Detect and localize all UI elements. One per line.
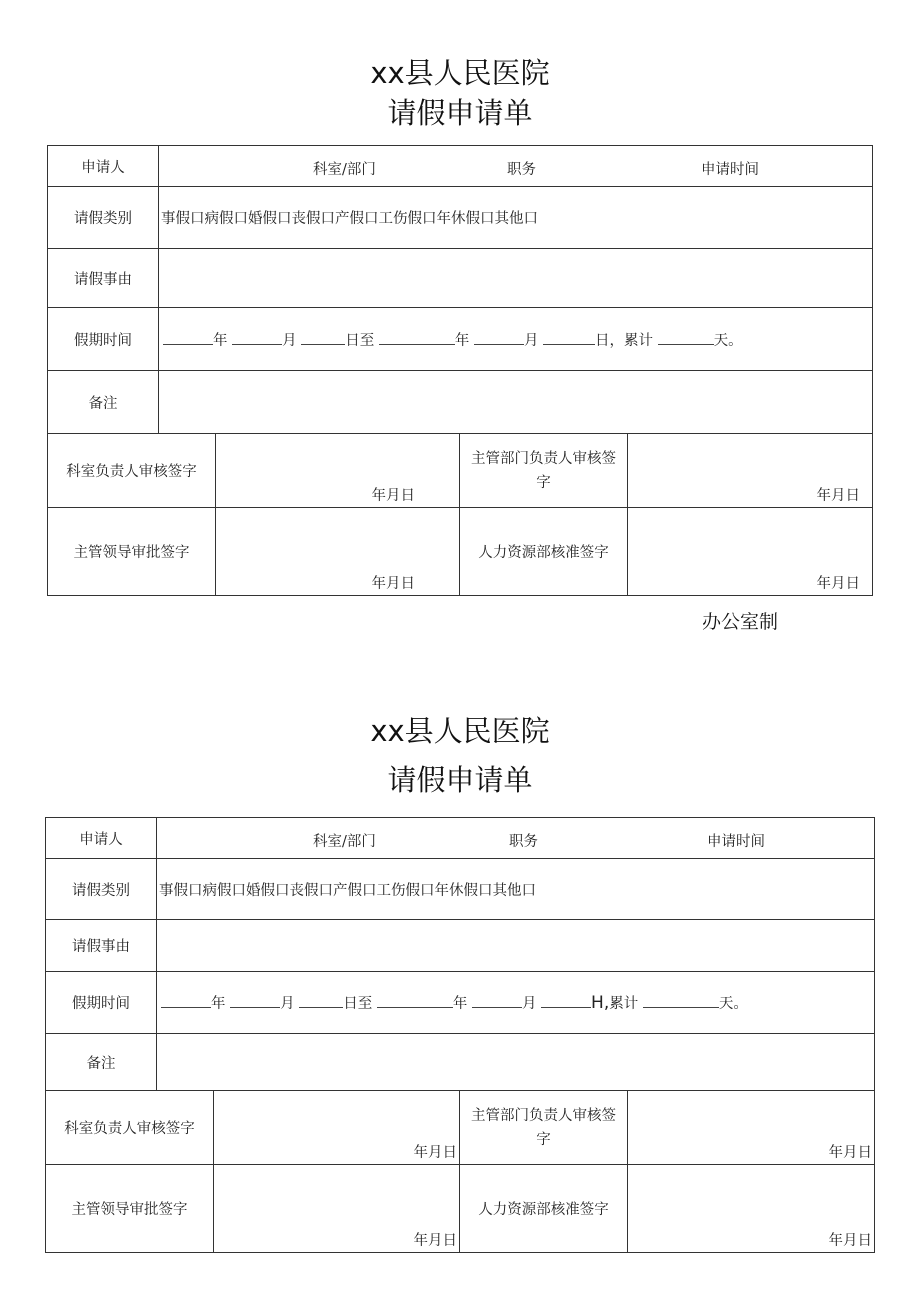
start-month-blank[interactable] [232,331,282,345]
reason-label: 请假事由 [48,249,159,308]
applicant-info-cell[interactable] [159,146,873,187]
dept-head-signature[interactable] [214,1091,460,1165]
period-field[interactable] [157,972,875,1034]
supervisor-date: 年月日 [816,488,860,504]
hospital-title: xx县人民医院 [370,714,550,748]
applicant-info-cell[interactable] [157,818,875,859]
leave-type-row [46,859,875,920]
remarks-label: 备注 [48,371,159,434]
leader-date: 年月日 [371,576,415,592]
leader-date: 年月日 [413,1233,457,1249]
apply-time-label: 申请时间 [701,162,759,178]
supervisor-label: 主管部门负责人审核签字 [460,434,628,508]
leave-type-options[interactable]: 事假口病假口婚假口丧假口产假口工伤假口年休假口其他口 [157,859,875,920]
approval-row-2 [48,508,873,596]
supervisor-date: 年月日 [828,1145,872,1161]
hr-signature[interactable] [628,1165,875,1253]
period-year-2: 年 [454,332,470,349]
applicant-row [48,146,873,187]
period-year: 年 [213,332,228,349]
period-total: 累计 [609,996,639,1012]
period-row [48,308,873,371]
remarks-row [48,371,873,434]
hospital-title: xx县人民医院 [370,56,550,90]
supervisor-signature[interactable] [628,1091,875,1165]
leader-label: 主管领导审批签字 [48,508,216,596]
position-label: 职务 [507,162,536,178]
dept-head-date: 年月日 [413,1145,457,1161]
hr-date: 年月日 [816,576,860,592]
reason-row [46,920,875,972]
start-day-blank[interactable] [299,994,343,1008]
leader-signature[interactable] [216,508,460,596]
end-year-blank[interactable] [377,994,453,1008]
period-day-to: 日至 [345,332,375,349]
period-field[interactable] [159,308,873,371]
leave-type-label: 请假类别 [48,187,159,249]
hr-signature[interactable] [628,508,873,596]
form-title: 请假申请单 [387,763,533,797]
leave-type-label: 请假类别 [46,859,157,920]
start-year-blank[interactable] [161,994,211,1008]
period-row [46,972,875,1034]
position-label: 职务 [509,834,538,850]
department-label: 科室/部门 [313,834,376,850]
supervisor-label: 主管部门负责人审核签字 [460,1091,628,1165]
form-title: 请假申请单 [387,96,533,130]
apply-time-label: 申请时间 [707,834,765,850]
made-by-office: 办公室制 [702,611,779,633]
approval-row-2 [46,1165,875,1253]
leave-type-options[interactable]: 事假口病假口婚假口丧假口产假口工伤假口年休假口其他口 [159,187,873,249]
period-month: 月 [282,332,297,349]
supervisor-signature[interactable] [628,434,873,508]
period-year-2: 年 [452,996,468,1012]
applicant-label: 申请人 [46,818,157,859]
hr-label: 人力资源部核准签字 [460,508,628,596]
department-label: 科室/部门 [313,162,376,178]
reason-row [48,249,873,308]
period-day-to: 日至 [343,996,373,1012]
period-month-2: 月 [521,996,537,1012]
start-year-blank[interactable] [163,331,213,345]
dept-head-label: 科室负责人审核签字 [46,1091,214,1165]
approval-row-1 [48,434,873,508]
end-month-blank[interactable] [474,331,524,345]
reason-field[interactable] [157,920,875,972]
end-month-blank[interactable] [472,994,522,1008]
period-year: 年 [211,996,226,1012]
hr-date: 年月日 [828,1233,872,1249]
applicant-row [46,818,875,859]
period-days: 天。 [713,332,743,349]
leave-form-table [47,145,873,596]
remarks-row [46,1034,875,1091]
period-day-total: 日，累计 [595,332,654,349]
reason-field[interactable] [159,249,873,308]
start-month-blank[interactable] [230,994,280,1008]
end-day-blank[interactable] [543,331,595,345]
remarks-field[interactable] [157,1034,875,1091]
period-label: 假期时间 [48,308,159,371]
period-month-2: 月 [523,332,539,349]
leave-form-table [45,817,875,1253]
total-days-blank[interactable] [643,994,719,1008]
end-year-blank[interactable] [379,331,455,345]
leader-label: 主管领导审批签字 [46,1165,214,1253]
reason-label: 请假事由 [46,920,157,972]
hr-label: 人力资源部核准签字 [460,1165,628,1253]
period-h-char: H, [591,993,610,1013]
period-month: 月 [280,996,295,1012]
start-day-blank[interactable] [301,331,345,345]
period-days: 天。 [718,996,748,1012]
applicant-label: 申请人 [48,146,159,187]
period-label: 假期时间 [46,972,157,1034]
dept-head-date: 年月日 [371,488,415,504]
approval-row-1 [46,1091,875,1165]
end-day-blank[interactable] [541,994,591,1008]
leader-signature[interactable] [214,1165,460,1253]
remarks-field[interactable] [159,371,873,434]
total-days-blank[interactable] [658,331,714,345]
dept-head-label: 科室负责人审核签字 [48,434,216,508]
leave-type-row [48,187,873,249]
dept-head-signature[interactable] [216,434,460,508]
remarks-label: 备注 [46,1034,157,1091]
